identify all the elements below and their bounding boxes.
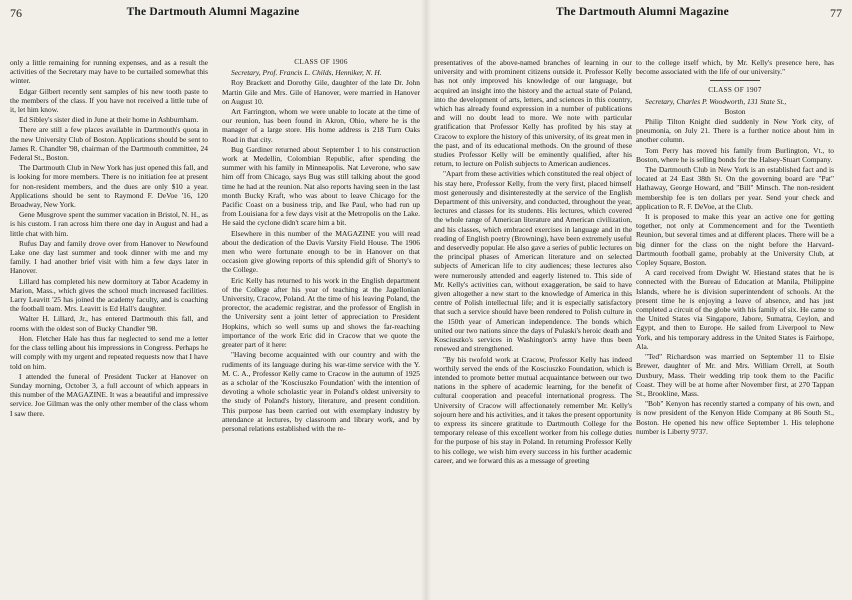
right-column-1 (434, 58, 632, 465)
right-page (426, 0, 852, 600)
paragraph: It is proposed to make this year an active one for getting together, not only at Commencement and for the Twentieth Reunion, but several times and at different places. There will be a big dinner for the class on the night before the Harvard-Dartmouth football game, probably at the University Club, at Copley Square, Boston. (636, 212, 834, 268)
running-head-right: The Dartmouth Alumni Magazine (556, 6, 729, 18)
page-number-left: 76 (10, 6, 22, 20)
left-column-1 (10, 58, 208, 418)
left-column-2 (222, 58, 420, 433)
paragraph: Tom Perry has moved his family from Burlington, Vt., to Boston, where he is selling bonds for the Halsey-Stuart Company. (636, 145, 834, 164)
paragraph: A card received from Dwight W. Hiestand states that he is connected with the Bureau of Education at Manila, Philippine Islands, where he is division superintendent of schools. At the present time he is enjoying a leave of absence, and has just completed a circuit of the globe with his family of six. He came to the United States via Singapore, Jabore, Sumatra, Ceylon, and Egypt, and then to Europe. He sailed from Liverpool to New York, and his temporary address in the United States is Fairhope, Ala. (636, 268, 834, 351)
paragraph: Elsewhere in this number of the MAGAZINE you will read about the dedication of the Davis Varsity Field House. The 1906 men who were fortunate enough to be in Hanover on that occasion give glowing reports of this splendid gift of Shorty's to the College. (222, 228, 420, 275)
right-column-2 (636, 58, 834, 436)
class-heading-1907: CLASS OF 1907 (708, 86, 762, 95)
paragraph: only a little remaining for running expenses, and as a result the activities of the Secretary may have to be curtailed somewhat this winter. (10, 58, 208, 86)
left-page-header (10, 6, 416, 24)
paragraph: Eric Kelly has returned to his work in the English department of the College after his year of teaching at the Jagellonian University, Cracow, Poland. At the time of his leaving Poland, the prorector, the academic registrar, and the professor of English in the University sent a joint letter of appreciation to President Hopkins, which so well sums up and shows the far-reaching importance of the work Eric did in Cracow that we quote the greater part of it here: (222, 275, 420, 350)
class-heading-1906: CLASS OF 1906 (294, 58, 348, 66)
paragraph: I attended the funeral of President Tucker at Hanover on Sunday morning, October 3, a full account of which appears in this number of the MAGAZINE. It was a beautiful and impressive service. Joe Gilman was the only other member of the class whom I saw there. (10, 371, 208, 418)
paragraph: "Bob" Kenyon has recently started a company of his own, and is now president of the Kenyon Hide Company at 86 South St., Boston. He opened his new office September 1. His telephone number is Liberty 9737. (636, 399, 834, 436)
paragraph: The Dartmouth Club in New York has just opened this fall, and is looking for more members. There is no initiation fee at present for non-resident members, and the dues are only $10 a year. Applications should be sent to Raymond F. DeVoe '16, 120 Broadway, New York. (10, 163, 208, 210)
paragraph: Roy Brackett and Dorothy Gile, daughter of the late Dr. John Martin Gile and Mrs. Gile of Hanover, were married in Hanover on August 10. (222, 78, 420, 106)
right-page-header (436, 6, 842, 24)
paragraph: Philip Tilton Knight died suddenly in New York city, of pneumonia, on July 21. There is a further notice about him in another column. (636, 117, 834, 145)
paragraph: Lillard has completed his new dormitory at Tabor Academy in Marion, Mass., which gives the school much increased facilities. Larry Leavitt '25 has joined the academy faculty, and is coaching the football team. Mrs. Leavitt is Ed Hall's daughter. (10, 276, 208, 314)
running-head-left: The Dartmouth Alumni Magazine (126, 6, 300, 18)
quoted-paragraph: to the college itself which, by Mr. Kelly's presence here, has become associated with the life of our university." (636, 58, 834, 77)
class-secretary-city: Boston (724, 106, 746, 116)
quoted-paragraph: presentatives of the above-named branches of learning in our university and with prominent citizens outside it. Professor Kelly has not only improved his knowledge of our language, but acquired an insight into the history and the actual state of Poland, into the development of arts, letters, and sciences in this country, which has already found expression in a number of publications and will no doubt lead to more. We note with particular gratification that Professor Kelly has profited by his stay at Cracow to explore the history of this university, of its great men in the past, and of its educational methods. On the ground of these studies Professor Kelly will be eminently qualified, after his return, to lecture on Polish subjects to American audiences. (434, 58, 633, 169)
paragraph: Art Farrington, whom we were unable to locate at the time of our reunion, has been found in Akron, Ohio, where he is the manager of a large store. His home address is 218 Turn Oaks Road in that city. (222, 107, 420, 144)
paragraph: "Ted" Richardson was married on September 11 to Elsie Brewer, daughter of Mr. and Mrs. William Orrell, at South Duxbury, Mass. Their wedding trip took them to the Pacific Coast. They will be at home after November first, at 270 Tappan St., Brookline, Mass. (636, 352, 834, 398)
paragraph: Hon. Fletcher Hale has thus far neglected to send me a letter for the class telling about his impressions in Congress. Perhaps he will comply with my urgent and repeated requests now that I have told on him. (10, 333, 208, 371)
class-secretary-1907: Secretary, Charles P. Woodworth, 131 State St., (645, 96, 787, 106)
paragraph: Gene Musgrove spent the summer vacation in Bristol, N. H., as is his custom. I ran across him there one day in August and had a little chat with him. (10, 210, 208, 238)
paragraph: Ed Sibley's sister died in June at their home in Ashburnham. (19, 115, 199, 125)
paragraph: Bug Gardiner returned about September 1 to his construction work at Medellin, Colombian Republic, after spending the summer with his family in Minneapolis. Nat Leverone, who saw him off from Chicago, says Bug was still talking about the good time he had at the reunion. Nat also reports having seen in the last month Bucky Kraft, who was about to leave Chicago for the Pacific Coast on a business trip, and Ike Paul, who had run up from Louisiana for a few days visit at the Metropolis on the Lake. He said the cyclone didn't scare him a bit. (222, 144, 420, 228)
paragraph: Walter H. Lillard, Jr., has entered Dartmouth this fall, and rooms with the oldest son of Bucky Chandler '98. (10, 314, 208, 333)
page-number-right: 77 (830, 6, 842, 20)
section-divider (710, 80, 760, 81)
paragraph: Edgar Gilbert recently sent samples of his new tooth paste to the members of the class. If you have not received a little tube of it, let him know. (10, 86, 208, 115)
paragraph: The Dartmouth Club in New York is an established fact and is located at 24 East 38th St. On the governing board are "Pat" Hathaway, George Howard, and "Bill" Minsch. The non-resident membership fee is ten dollars per year. Send your check and application to R. F. DeVoe, at the Club. (636, 165, 834, 211)
paragraph: Rufus Day and family drove over from Hanover to Newfound Lake one day last summer and took dinner with me and my family. I had another brief visit with him a few days later in Hanover. (10, 238, 208, 276)
quoted-paragraph: "By his twofold work at Cracow, Professor Kelly has indeed worthily served the ends of the Kosciuszko Foundation, which is intended to promote better mutual acquaintance between our two nations in the sphere of academic learning, for the benefit of cultural cooperation and peaceful international progress. The University of Cracow will affectionately remember Mr. Kelly's sojourn here and his activities, and it takes the present opportunity to express its sincere gratitude to Dartmouth College for the temporary release of this excellent worker from his college duties for the purpose of his stay in Poland. In returning Professor Kelly to his college, we wish him every success in his further academic career, and we forward this as a message of greeting (434, 354, 632, 465)
quoted-paragraph: "Having become acquainted with our country and with the rudiments of its language during his war-time service with the Y. M. C. A., Professor Kelly came to Cracow in the autumn of 1925 as a scholar of the 'Kosciuszko Foundation' with the intention of devoting a whole scholastic year in Poland's oldest university to the study of Poland's history, literature, and present condition. This purpose has been carried out with exemplary industry by attendance at lectures, by classroom and library work, and by personal relations established with the re- (222, 350, 420, 433)
class-secretary-1906: Secretary, Prof. Francis L. Childs, Henniker, N. H. (231, 68, 382, 78)
quoted-paragraph: "Apart from these activities which constituted the real object of his stay here, Professor Kelly, from the very first, placed himself most generously and disinterestedly at the service of the English Department of this university, and conducted, throughout the year, lectures and classes for its students. His lectures, which covered the whole range of American literature and American civilization, and his classes, which embraced exercises in language and in the reading of English poetry (Browning), have been extremely useful and deservedly popular. He also gave a series of public lectures on the principal phases of American literature and on selected subjects of American life to city audiences; these lectures also were numerously attended and eagerly listened to. This side of Mr. Kelly's activities can, without exaggeration, be said to have given altogether a new start to the knowledge of America in this centre of Polish intellectual life; and it is especially satisfactory that such a service should have been rendered to Polish culture in the 150th year of American independence. The bonds which united our two nations since the days of Pulaski's heroic death and Kosciuszko's services in Washington's army have thus been renewed and strengthened. (434, 169, 632, 354)
paragraph: There are still a few places available in Dartmouth's quota in the new University Club of Boston. Applications should be sent to James R. Chandler '98, chairman of the Dartmouth committee, 24 Federal St., Boston. (10, 125, 208, 163)
